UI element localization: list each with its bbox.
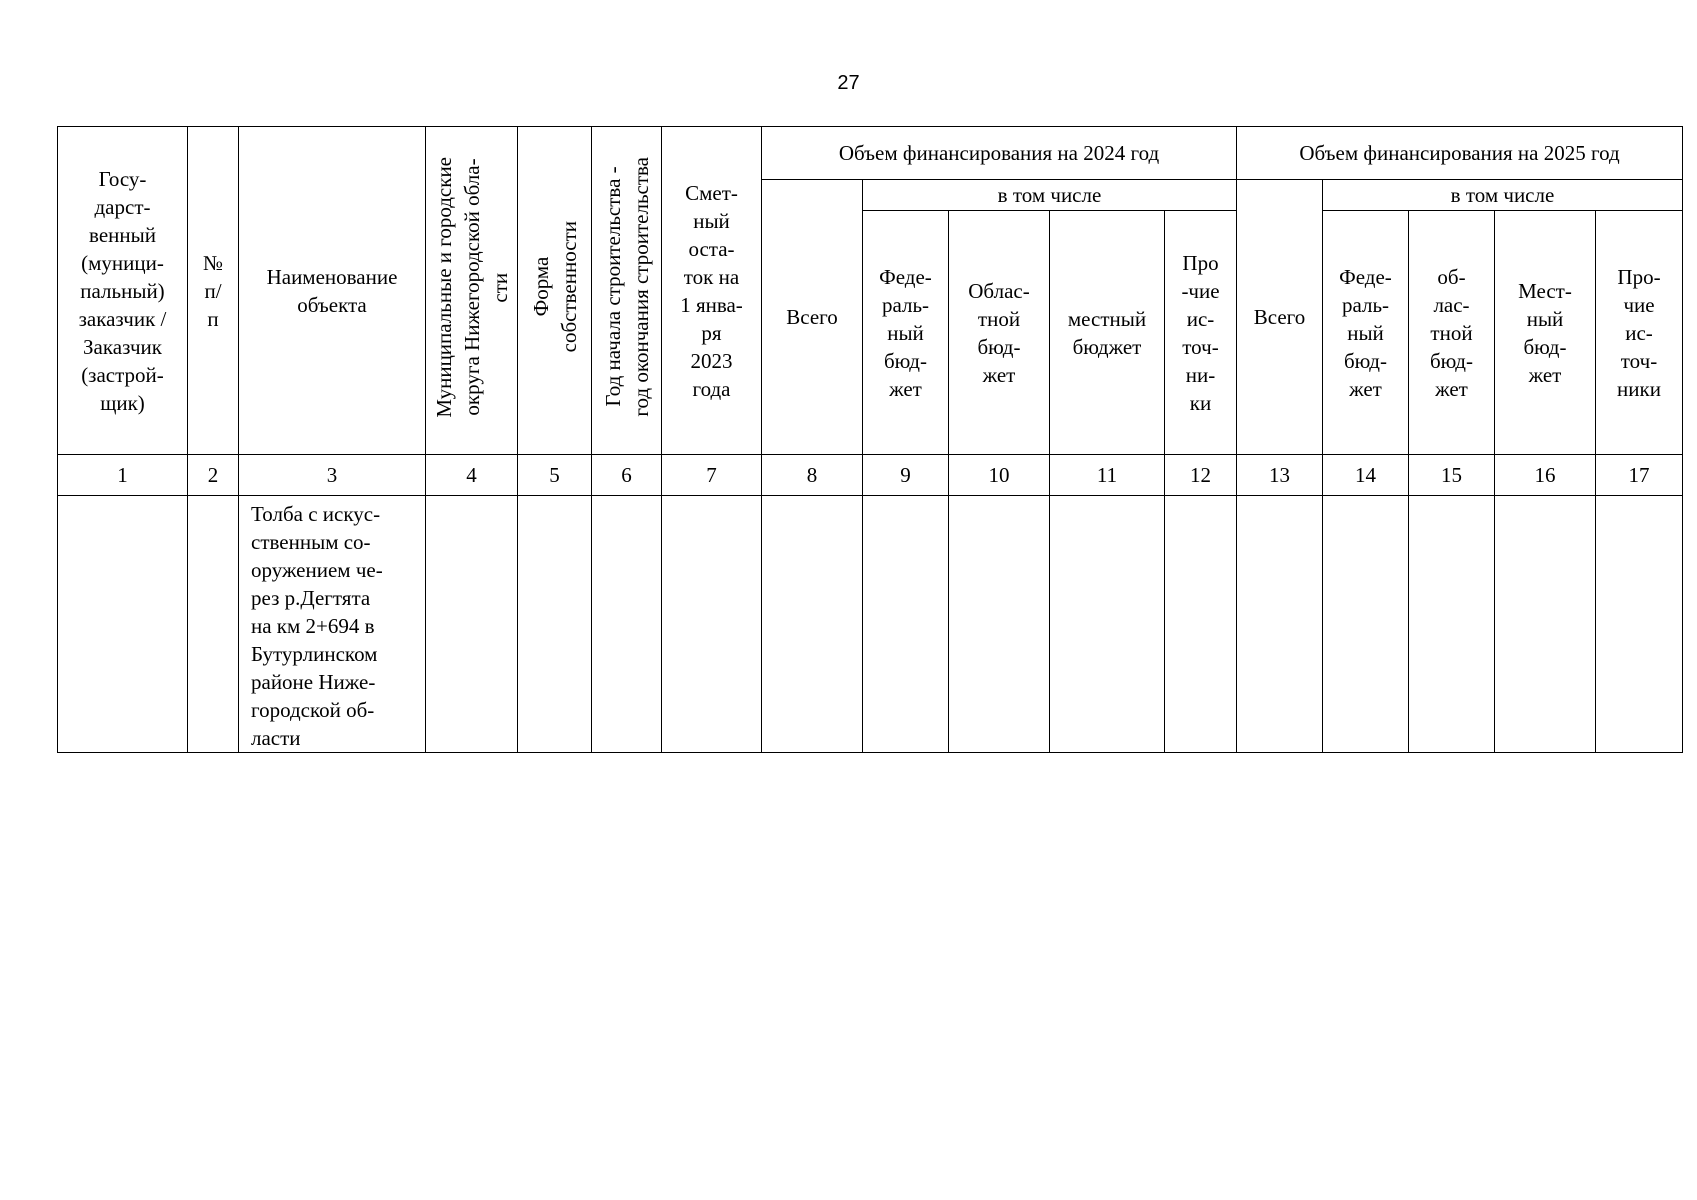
- column-number: 17: [1596, 455, 1683, 496]
- header-other-2024: Про -чие ис- точ- ни- ки: [1165, 211, 1237, 455]
- cell-local-2024: [1050, 496, 1165, 753]
- financing-table: [57, 126, 1683, 753]
- cell-total-2025: [1237, 496, 1323, 753]
- column-number: 5: [518, 455, 592, 496]
- header-municipal-cell: [426, 127, 518, 455]
- column-number: 10: [949, 455, 1050, 496]
- column-number: 4: [426, 455, 518, 496]
- header-financing-2025: Объем финансирования на 2025 год: [1237, 127, 1683, 180]
- table-row: [58, 496, 1683, 753]
- header-estimate: Смет- ный оста- ток на 1 янва- ря 2023 года: [662, 127, 762, 455]
- column-number: 12: [1165, 455, 1237, 496]
- cell-estimate: [662, 496, 762, 753]
- cell-years: [592, 496, 662, 753]
- cell-other-2025: [1596, 496, 1683, 753]
- cell-regional-2024: [949, 496, 1050, 753]
- column-number: 13: [1237, 455, 1323, 496]
- header-total-2024: Всего: [762, 180, 863, 455]
- header-financing-2024: Объем финансирования на 2024 год: [762, 127, 1237, 180]
- header-including-2025: в том числе: [1323, 180, 1683, 211]
- column-number-row: [58, 455, 1683, 496]
- header-ownership: Форма собственности: [528, 221, 581, 353]
- column-number: 14: [1323, 455, 1409, 496]
- header-regional-2024: Облас- тной бюд- жет: [949, 211, 1050, 455]
- cell-ownership: [518, 496, 592, 753]
- page-number: 27: [837, 72, 860, 94]
- column-number: 15: [1409, 455, 1495, 496]
- header-federal-2024: Феде- раль- ный бюд- жет: [863, 211, 949, 455]
- header-other-2025: Про- чие ис- точ- ники: [1596, 211, 1683, 455]
- header-years-cell: [592, 127, 662, 455]
- cell-number: [188, 496, 239, 753]
- column-number: 3: [239, 455, 426, 496]
- column-number: 11: [1050, 455, 1165, 496]
- header-customer: Госу- дарст- венный (муници- пальный) заказчик / Заказчик (застрой- щик): [58, 127, 188, 455]
- column-number: 2: [188, 455, 239, 496]
- cell-municipal: [426, 496, 518, 753]
- column-number: 7: [662, 455, 762, 496]
- header-construction-years: Год начала строительства - год окончания строительства: [600, 157, 653, 417]
- column-number: 1: [58, 455, 188, 496]
- cell-local-2025: [1495, 496, 1596, 753]
- header-local-2025: Мест- ный бюд- жет: [1495, 211, 1596, 455]
- column-number: 6: [592, 455, 662, 496]
- column-number: 8: [762, 455, 863, 496]
- header-total-2025: Всего: [1237, 180, 1323, 455]
- header-number: № п/ п: [188, 127, 239, 455]
- header-federal-2025: Феде- раль- ный бюд- жет: [1323, 211, 1409, 455]
- header-ownership-cell: [518, 127, 592, 455]
- column-number: 16: [1495, 455, 1596, 496]
- header-local-2024: местный бюджет: [1050, 211, 1165, 455]
- cell-object-name: Толба с искус- ственным со- оружением че- рез р.Дегтята на км 2+694 в Бутурлинском районе Ниже- городской об- ласти: [239, 496, 426, 753]
- header-municipal: Муниципальные и городские округа Нижегородской обла- сти: [431, 156, 512, 418]
- column-number: 9: [863, 455, 949, 496]
- cell-federal-2024: [863, 496, 949, 753]
- cell-other-2024: [1165, 496, 1237, 753]
- header-row-top: [58, 127, 1683, 180]
- cell-regional-2025: [1409, 496, 1495, 753]
- cell-customer: [58, 496, 188, 753]
- cell-total-2024: [762, 496, 863, 753]
- header-including-2024: в том числе: [863, 180, 1237, 211]
- header-object-name: Наименование объекта: [239, 127, 426, 455]
- cell-federal-2025: [1323, 496, 1409, 753]
- header-regional-2025: об- лас- тной бюд- жет: [1409, 211, 1495, 455]
